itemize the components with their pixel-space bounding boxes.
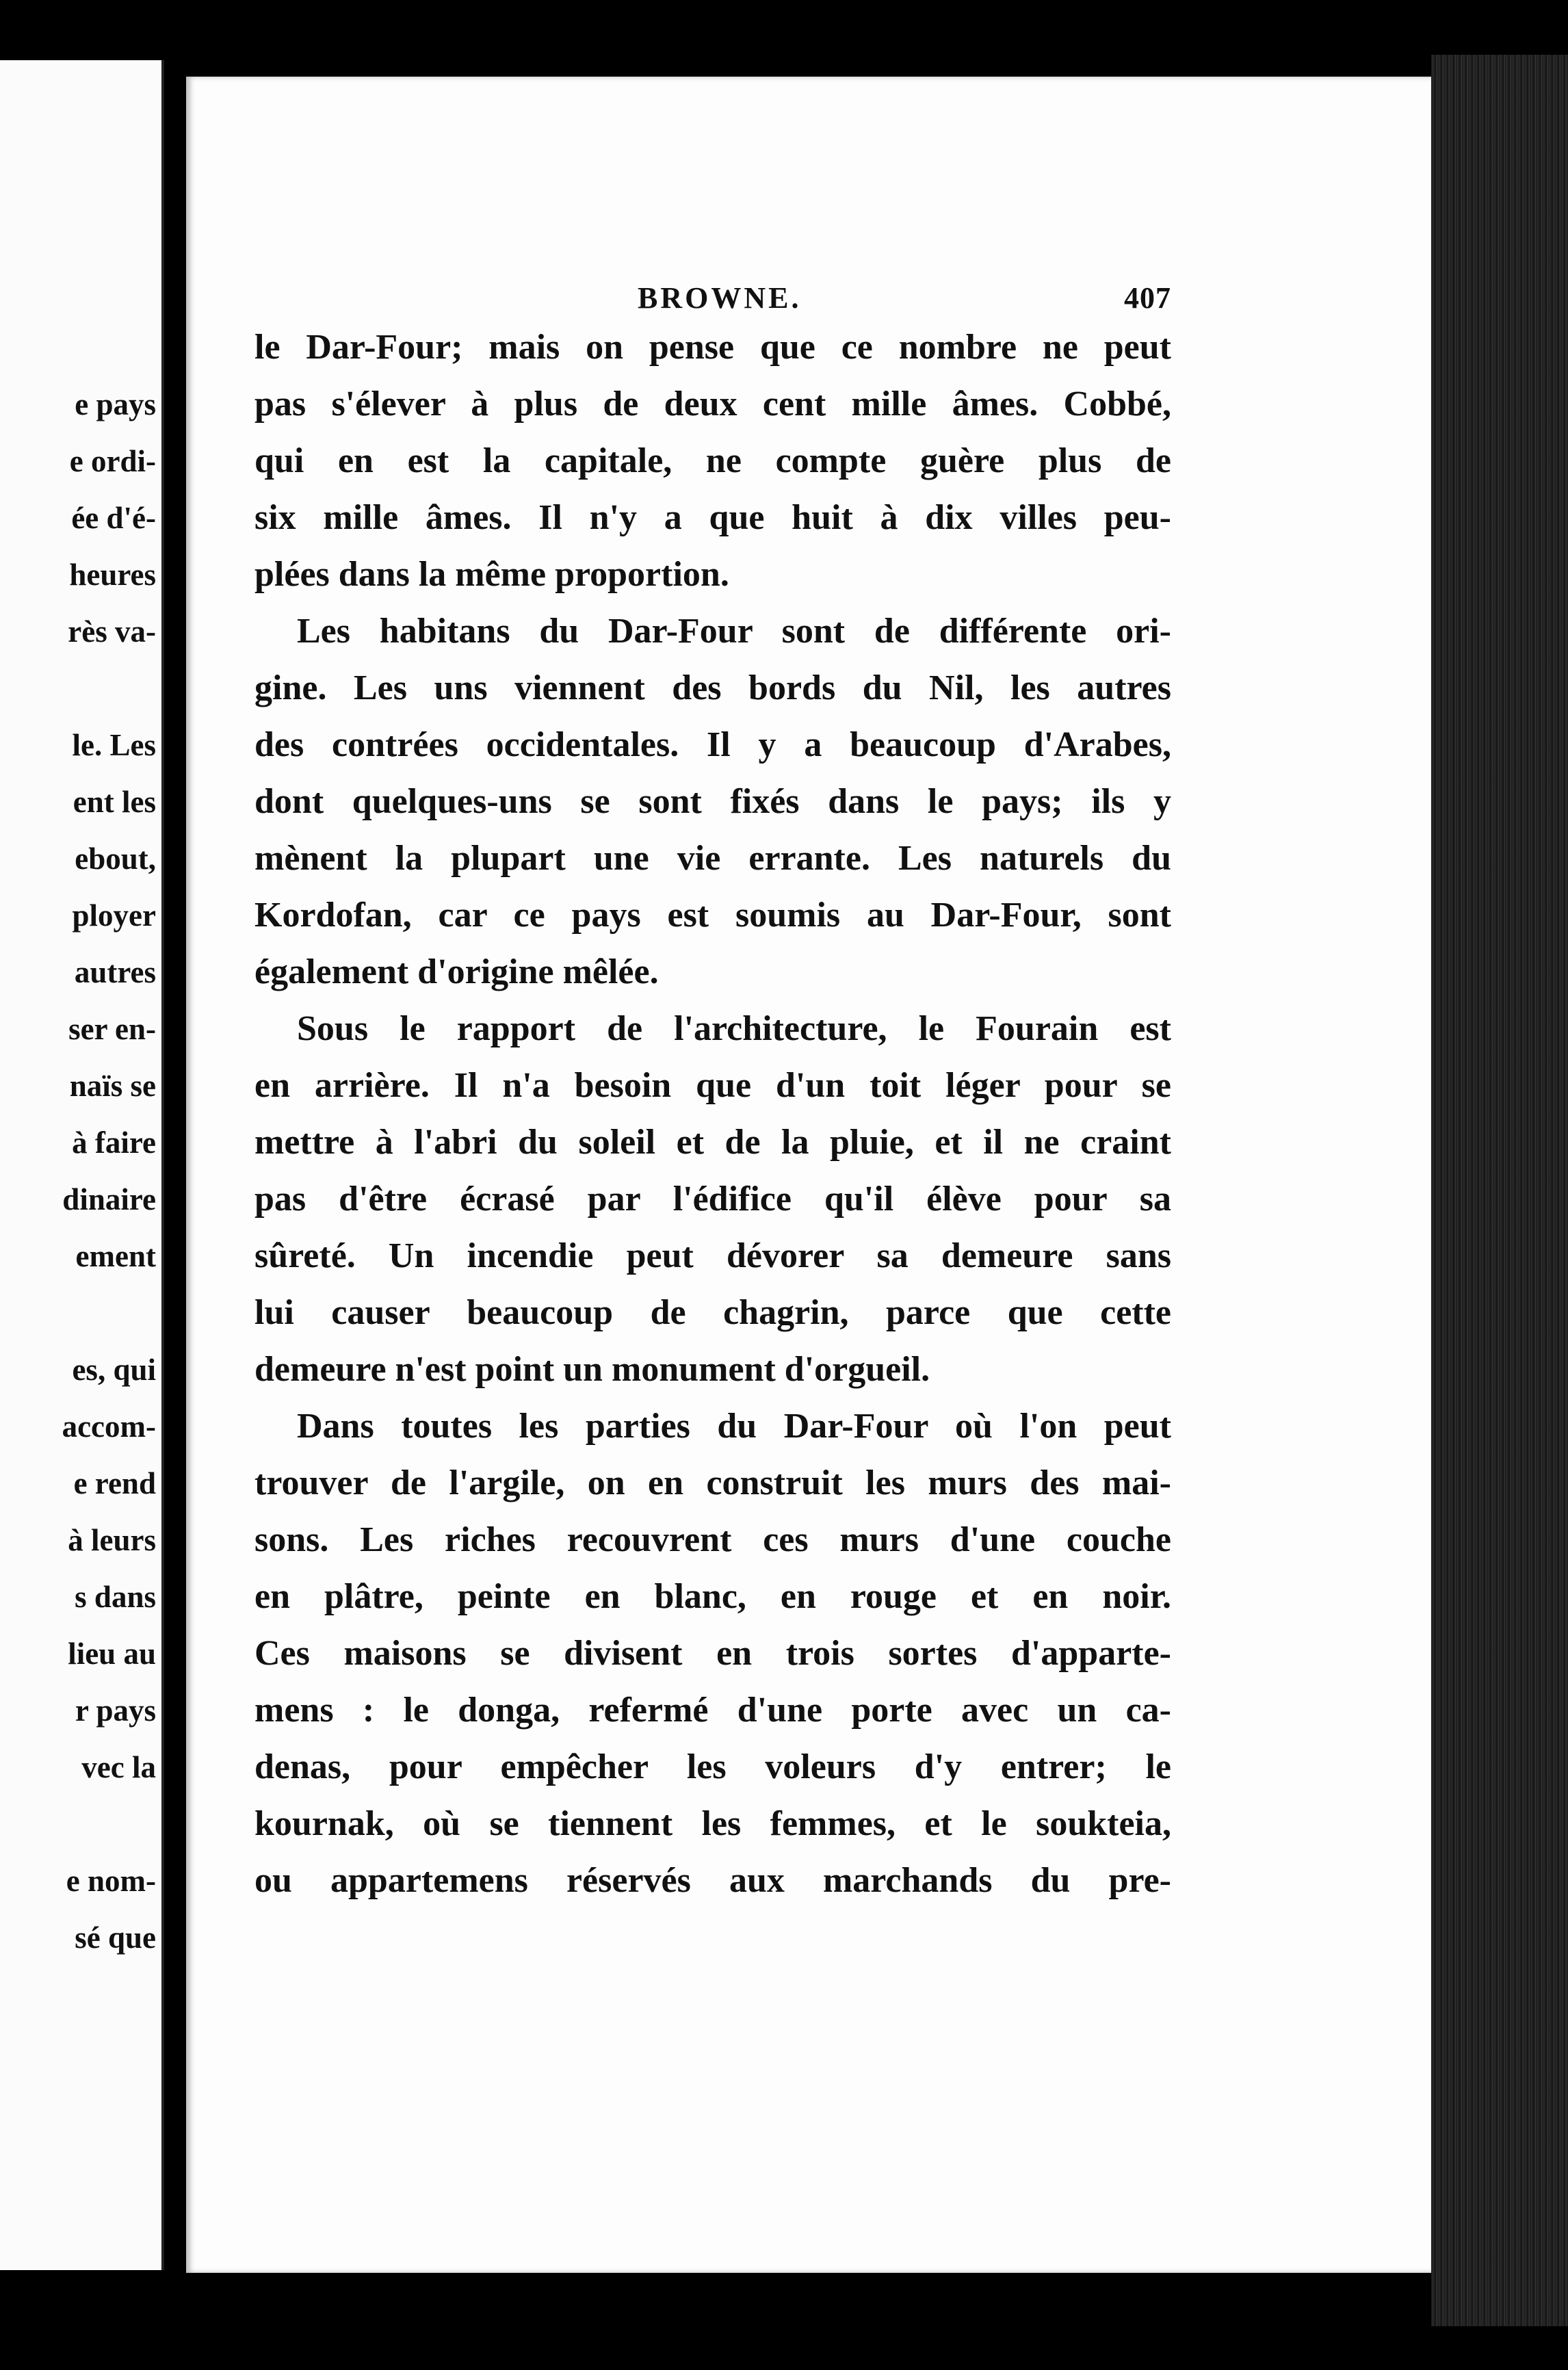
text-line: mens : le donga, refermé d'une porte avec un ca- [254,1691,1171,1730]
left-page-line [0,1796,156,1853]
text-line: dont quelques-uns se sont fixés dans le pays; ils y [254,782,1171,821]
text-line: pas s'élever à plus de deux cent mille âmes. Cobbé, [254,385,1171,424]
left-page-line: lieu au [68,1637,156,1671]
body-text [254,319,1171,1909]
left-page-line: ebout, [75,842,156,876]
text-line: trouver de l'argile, on en construit les murs des mai- [254,1463,1171,1502]
left-page-line: ser en- [68,1012,156,1046]
text-line: lui causer beaucoup de chagrin, parce que cette [254,1293,1171,1332]
text-line: six mille âmes. Il n'y a que huit à dix villes peu- [254,498,1171,537]
left-page-line: ement [75,1239,156,1273]
left-page-line: ée d'é- [71,501,156,535]
text-line: qui en est la capitale, ne compte guère plus de [254,441,1171,480]
text-line: mènent la plupart une vie errante. Les naturels du [254,839,1171,878]
text-line: gine. Les uns viennent des bords du Nil, les autres [254,668,1171,707]
left-page-line: e ordi- [69,444,156,478]
left-page-line: r pays [75,1693,156,1728]
book-edge [1431,55,1568,2326]
left-page-line: es, qui [72,1353,156,1387]
text-line: sûreté. Un incendie peut dévorer sa demeure sans [254,1236,1171,1275]
left-facing-page [0,60,164,2270]
left-page-line: heures [69,558,156,592]
left-page-line: dinaire [62,1182,156,1216]
left-page-line: le. Les [72,728,156,762]
left-page-line: vec la [81,1750,156,1784]
text-line: également d'origine mêlée. [254,952,659,991]
left-page-line: s dans [75,1580,156,1614]
left-page-line: ployer [72,898,156,933]
text-line: Ces maisons se divisent en trois sortes d'apparte- [254,1634,1171,1673]
text-line: en plâtre, peinte en blanc, en rouge et en noir. [254,1577,1171,1616]
text-line: pas d'être écrasé par l'édifice qu'il élève pour sa [254,1180,1171,1219]
left-page-line: à faire [72,1125,156,1160]
text-line: mettre à l'abri du soleil et de la pluie, et il ne craint [254,1123,1171,1162]
running-head: BROWNE. [638,281,802,315]
left-page-line [0,1285,156,1342]
page-number: 407 [1124,281,1171,315]
text-line: Les habitans du Dar-Four sont de différente ori- [297,612,1171,651]
left-page-line: autres [74,955,156,989]
left-page-text [0,376,156,1966]
text-line: sons. Les riches recouvrent ces murs d'une couche [254,1520,1171,1559]
page-header [254,205,1171,315]
text-line: denas, pour empêcher les voleurs d'y entrer; le [254,1747,1171,1786]
left-page-line: e nom- [66,1864,156,1898]
left-page-line: e rend [73,1466,156,1500]
left-page-line: sé que [75,1920,156,1955]
text-line: Dans toutes les parties du Dar-Four où l'on peut [297,1407,1171,1446]
text-line: Kordofan, car ce pays est soumis au Dar-Four, sont [254,896,1171,935]
left-page-line [0,660,156,717]
text-line: plées dans la même proportion. [254,555,729,594]
text-line: le Dar-Four; mais on pense que ce nombre ne peut [254,328,1171,367]
left-page-line: naïs se [69,1069,156,1103]
text-line: kournak, où se tiennent les femmes, et le soukteia, [254,1804,1171,1843]
left-page-line: accom- [62,1409,156,1444]
text-line: ou appartemens réservés aux marchands du pre- [254,1861,1171,1900]
text-line: en arrière. Il n'a besoin que d'un toit léger pour se [254,1066,1171,1105]
text-line: des contrées occidentales. Il y a beaucoup d'Arabes, [254,725,1171,764]
text-line: demeure n'est point un monument d'orgueil. [254,1350,930,1389]
left-page-line: à leurs [68,1523,156,1557]
left-page-line: ent les [73,785,156,819]
left-page-line: rès va- [68,614,156,649]
text-line: Sous le rapport de l'architecture, le Fourain est [297,1009,1171,1048]
left-page-line: e pays [75,387,156,421]
